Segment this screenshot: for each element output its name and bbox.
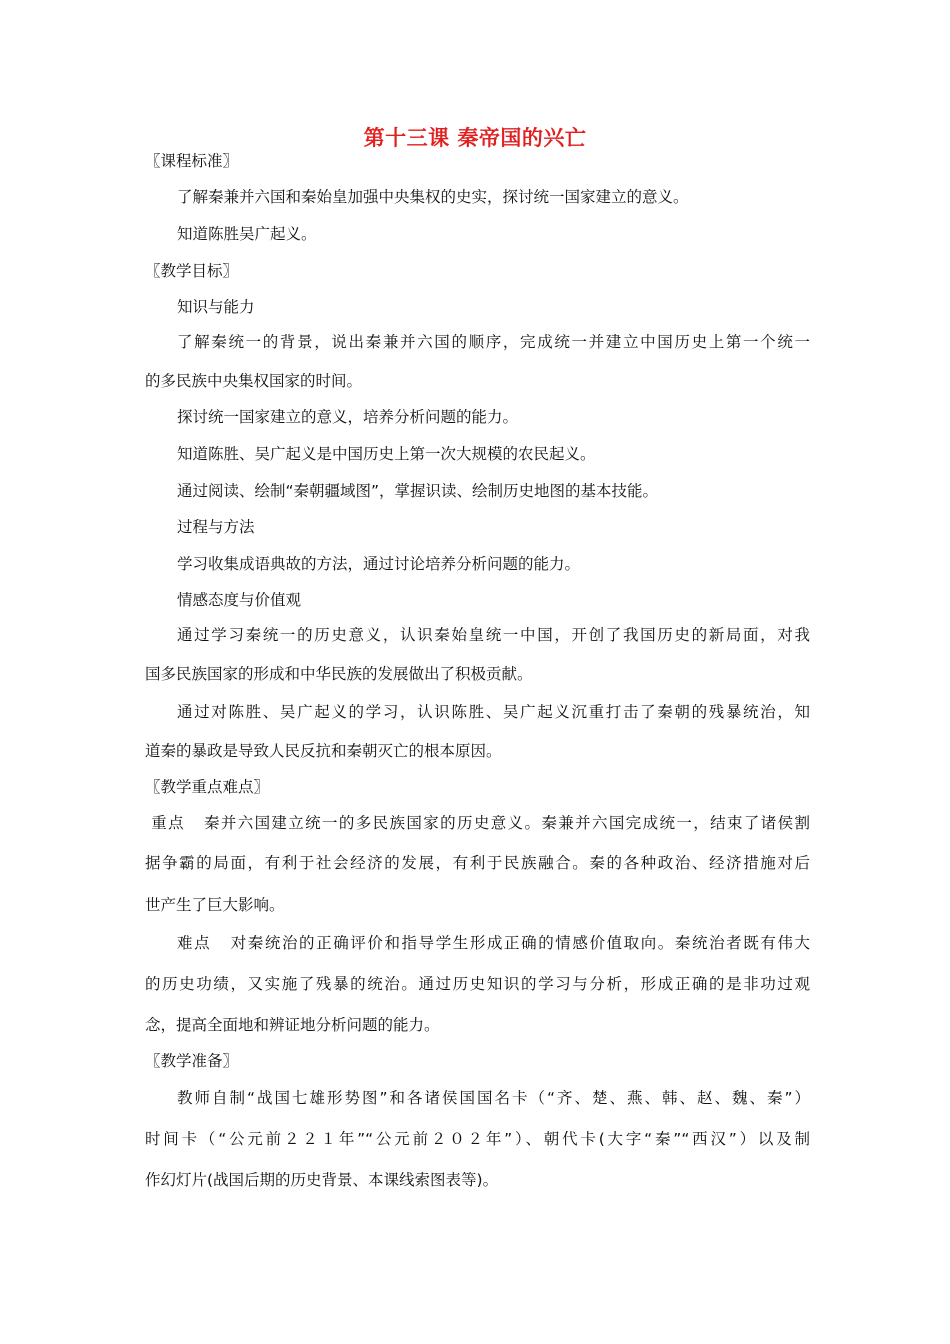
paragraph: 通过学习秦统一的历史意义，认识秦始皇统一中国，开创了我国历史的新局面，对我	[177, 626, 810, 644]
paragraph-continuation: 据争霸的局面，有利于社会经济的发展，有利于民族融合。秦的各种政治、经济措施对后	[145, 854, 810, 872]
paragraph: 通过对陈胜、吴广起义的学习，认识陈胜、吴广起义沉重打击了秦朝的残暴统治，知	[177, 703, 810, 721]
paragraph-continuation: 念，提高全面地和辨证地分析问题的能力。	[145, 1016, 440, 1034]
section-heading-teaching-preparation: 〖教学准备〗	[145, 1052, 239, 1070]
paragraph-continuation: 世产生了巨大影响。	[145, 896, 285, 914]
subheading-process-method: 过程与方法	[177, 518, 255, 536]
paragraph: 学习收集成语典故的方法，通过讨论培养分析问题的能力。	[177, 555, 581, 573]
section-heading-curriculum-standard: 〖课程标准〗	[145, 152, 239, 170]
paragraph-continuation: 国多民族国家的形成和中华民族的发展做出了积极贡献。	[145, 665, 533, 683]
paragraph: 通过阅读、绘制“秦朝疆域图”，掌握识读、绘制历史地图的基本技能。	[177, 482, 659, 500]
difficult-point-paragraph: 难点 对秦统治的正确评价和指导学生形成正确的情感价值取向。秦统治者既有伟大	[177, 934, 810, 952]
lesson-title: 第十三课 秦帝国的兴亡	[363, 126, 587, 150]
paragraph: 知道陈胜吴广起义。	[177, 225, 317, 243]
key-point-paragraph: 重点 秦并六国建立统一的多民族国家的历史意义。秦兼并六国完成统一，结束了诸侯割	[145, 814, 810, 832]
section-heading-key-difficult-points: 〖教学重点难点〗	[145, 778, 270, 796]
section-heading-teaching-goals: 〖教学目标〗	[145, 262, 239, 280]
subheading-knowledge-ability: 知识与能力	[177, 298, 255, 316]
paragraph: 了解秦统一的背景，说出秦兼并六国的顺序，完成统一并建立中国历史上第一个统一	[177, 333, 810, 351]
paragraph-continuation: 作幻灯片(战国后期的历史背景、本课线索图表等)。	[145, 1171, 499, 1189]
subheading-emotion-values: 情感态度与价值观	[177, 591, 302, 609]
paragraph-continuation: 的历史功绩，又实施了残暴的统治。通过历史知识的学习与分析，形成正确的是非功过观	[145, 975, 810, 993]
paragraph-continuation: 时间卡（“公元前２２１年”“公元前２０２年”）、朝代卡(大字“秦”“西汉”）以及制	[145, 1130, 810, 1148]
paragraph: 教师自制“战国七雄形势图”和各诸侯国国名卡（“齐、楚、燕、韩、赵、魏、秦”）	[177, 1089, 810, 1107]
paragraph-continuation: 道秦的暴政是导致人民反抗和秦朝灭亡的根本原因。	[145, 742, 502, 760]
paragraph-continuation: 的多民族中央集权国家的时间。	[145, 372, 363, 390]
paragraph: 知道陈胜、吴广起义是中国历史上第一次大规模的农民起义。	[177, 445, 596, 463]
paragraph: 了解秦兼并六国和秦始皇加强中央集权的史实，探讨统一国家建立的意义。	[177, 188, 689, 206]
paragraph: 探讨统一国家建立的意义，培养分析问题的能力。	[177, 408, 519, 426]
